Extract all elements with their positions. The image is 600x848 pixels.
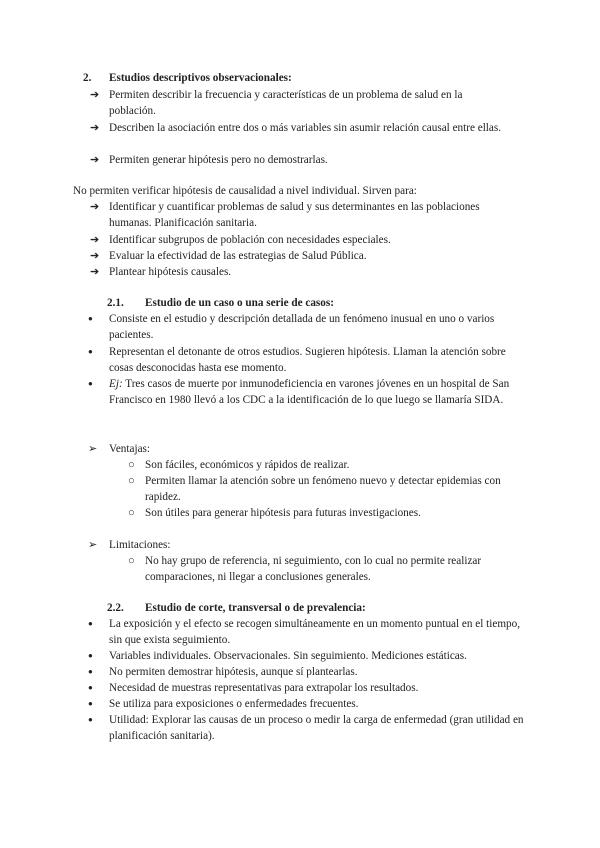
section-number: 2.1. [107, 297, 124, 309]
arrow-icon: ➔ [90, 266, 100, 278]
bullet-icon: ● [88, 619, 93, 628]
arrow-icon: ➔ [90, 250, 100, 262]
bullet-icon: ● [88, 699, 93, 708]
section-title: Estudio de un caso o una serie de casos: [145, 297, 334, 309]
section-2-1-heading [107, 295, 334, 311]
section-number: 2.2. [107, 602, 124, 614]
bullet-icon: ● [88, 379, 93, 388]
bullet-icon: ● [88, 347, 93, 356]
bullet-icon: ● [88, 651, 93, 660]
bullet-icon: ● [88, 683, 93, 692]
section-number: 2. [83, 72, 92, 84]
circle-icon: ○ [128, 555, 135, 567]
arrow-icon: ➔ [90, 122, 100, 134]
circle-icon: ○ [128, 507, 135, 519]
arrow-icon: ➔ [90, 154, 100, 166]
section-2-2-heading [107, 600, 366, 616]
circle-icon: ○ [128, 475, 135, 487]
section-title: Estudio de corte, transversal o de prevalencia: [145, 602, 366, 614]
bullet-icon: ● [88, 715, 93, 724]
triangle-icon: ➢ [88, 539, 98, 551]
arrow-icon: ➔ [90, 201, 100, 213]
arrow-icon: ➔ [90, 89, 100, 101]
arrow-icon: ➔ [90, 234, 100, 246]
bullet-icon: ● [88, 314, 93, 323]
example-text: Tres casos de muerte por inmunodeficiencia en varones jóvenes en un hospital de San Francisco en 1980 llevó a los CDC a la identificación de lo que luego se llamaría SIDA. [109, 378, 510, 407]
section-title: Estudios descriptivos observacionales: [109, 72, 292, 84]
section-2-heading [83, 70, 292, 86]
circle-icon: ○ [128, 459, 135, 471]
example-label: Ej: [109, 378, 123, 390]
triangle-icon: ➢ [88, 443, 98, 455]
document-page: 2. Estudios descriptivos observacionales: ➔ Permiten describir la frecuencia y características de un problema de salud en la población. ➔ Describen la asociación entre dos o más variables sin asumir relación causal entre ellas. ➔ Permiten generar hipótesis pero no demostrarlas. No permiten verificar hipótesis de causalidad a nivel individual. Sirven para: ➔ Identificar y cuantificar problemas de salud y sus determinantes en las poblaciones humanas. Planificación sanitaria. ➔ Identificar subgrupos de población con necesidades especiales. ➔ Evaluar la efectividad de las estrategias de Salud Pública. ➔ Plantear hipótesis causales. 2.1. Estudio de un caso o una serie de casos: ● Consiste en el estudio y descripción detallada de un fenómeno inusual en uno o varios pacientes. ● Representan el detonante de otros estudios. Sugieren hipótesis. Llaman la atención sobre cosas desconocidas hasta ese momento. ● Ej: Tres casos de muerte por inmunodeficiencia en varones jóvenes en un hospital de San Francisco en 1980 llevó a los CDC a la identificación de lo que luego se llamaría SIDA. ➢ Ventajas: ○ Son fáciles, económicos y rápidos de realizar. ○ Permiten llamar la atención sobre un fenómeno nuevo y detectar epidemias con rapidez. ○ Son útiles para generar hipótesis para futuras investigaciones. ➢ Limitaciones: ○ No hay grupo de referencia, ni seguimiento, con lo cual no permite realizar comparaciones, ni llegar a conclusiones generales. 2.2. Estudio de corte, transversal o de prevalencia: ● La exposición y el efecto se recogen simultáneamente en un momento puntual en el tiempo, sin que exista seguimiento. ● Variables individuales. Observacionales. Sin seguimiento. Mediciones estáticas. ● No permiten demostrar hipótesis, aunque sí plantearlas. ● Necesidad de muestras representativas para extrapolar los resultados. ● Se utiliza para exposiciones o enfermedades frecuentes. ● Utilidad: Explorar las causas de un proceso o medir la carga de enfermedad (gran utilidad en planificación sanitaria). [0, 0, 600, 848]
bullet-icon: ● [88, 667, 93, 676]
intro-paragraph: No permiten verificar hipótesis de causalidad a nivel individual. Sirven para: [73, 185, 417, 197]
